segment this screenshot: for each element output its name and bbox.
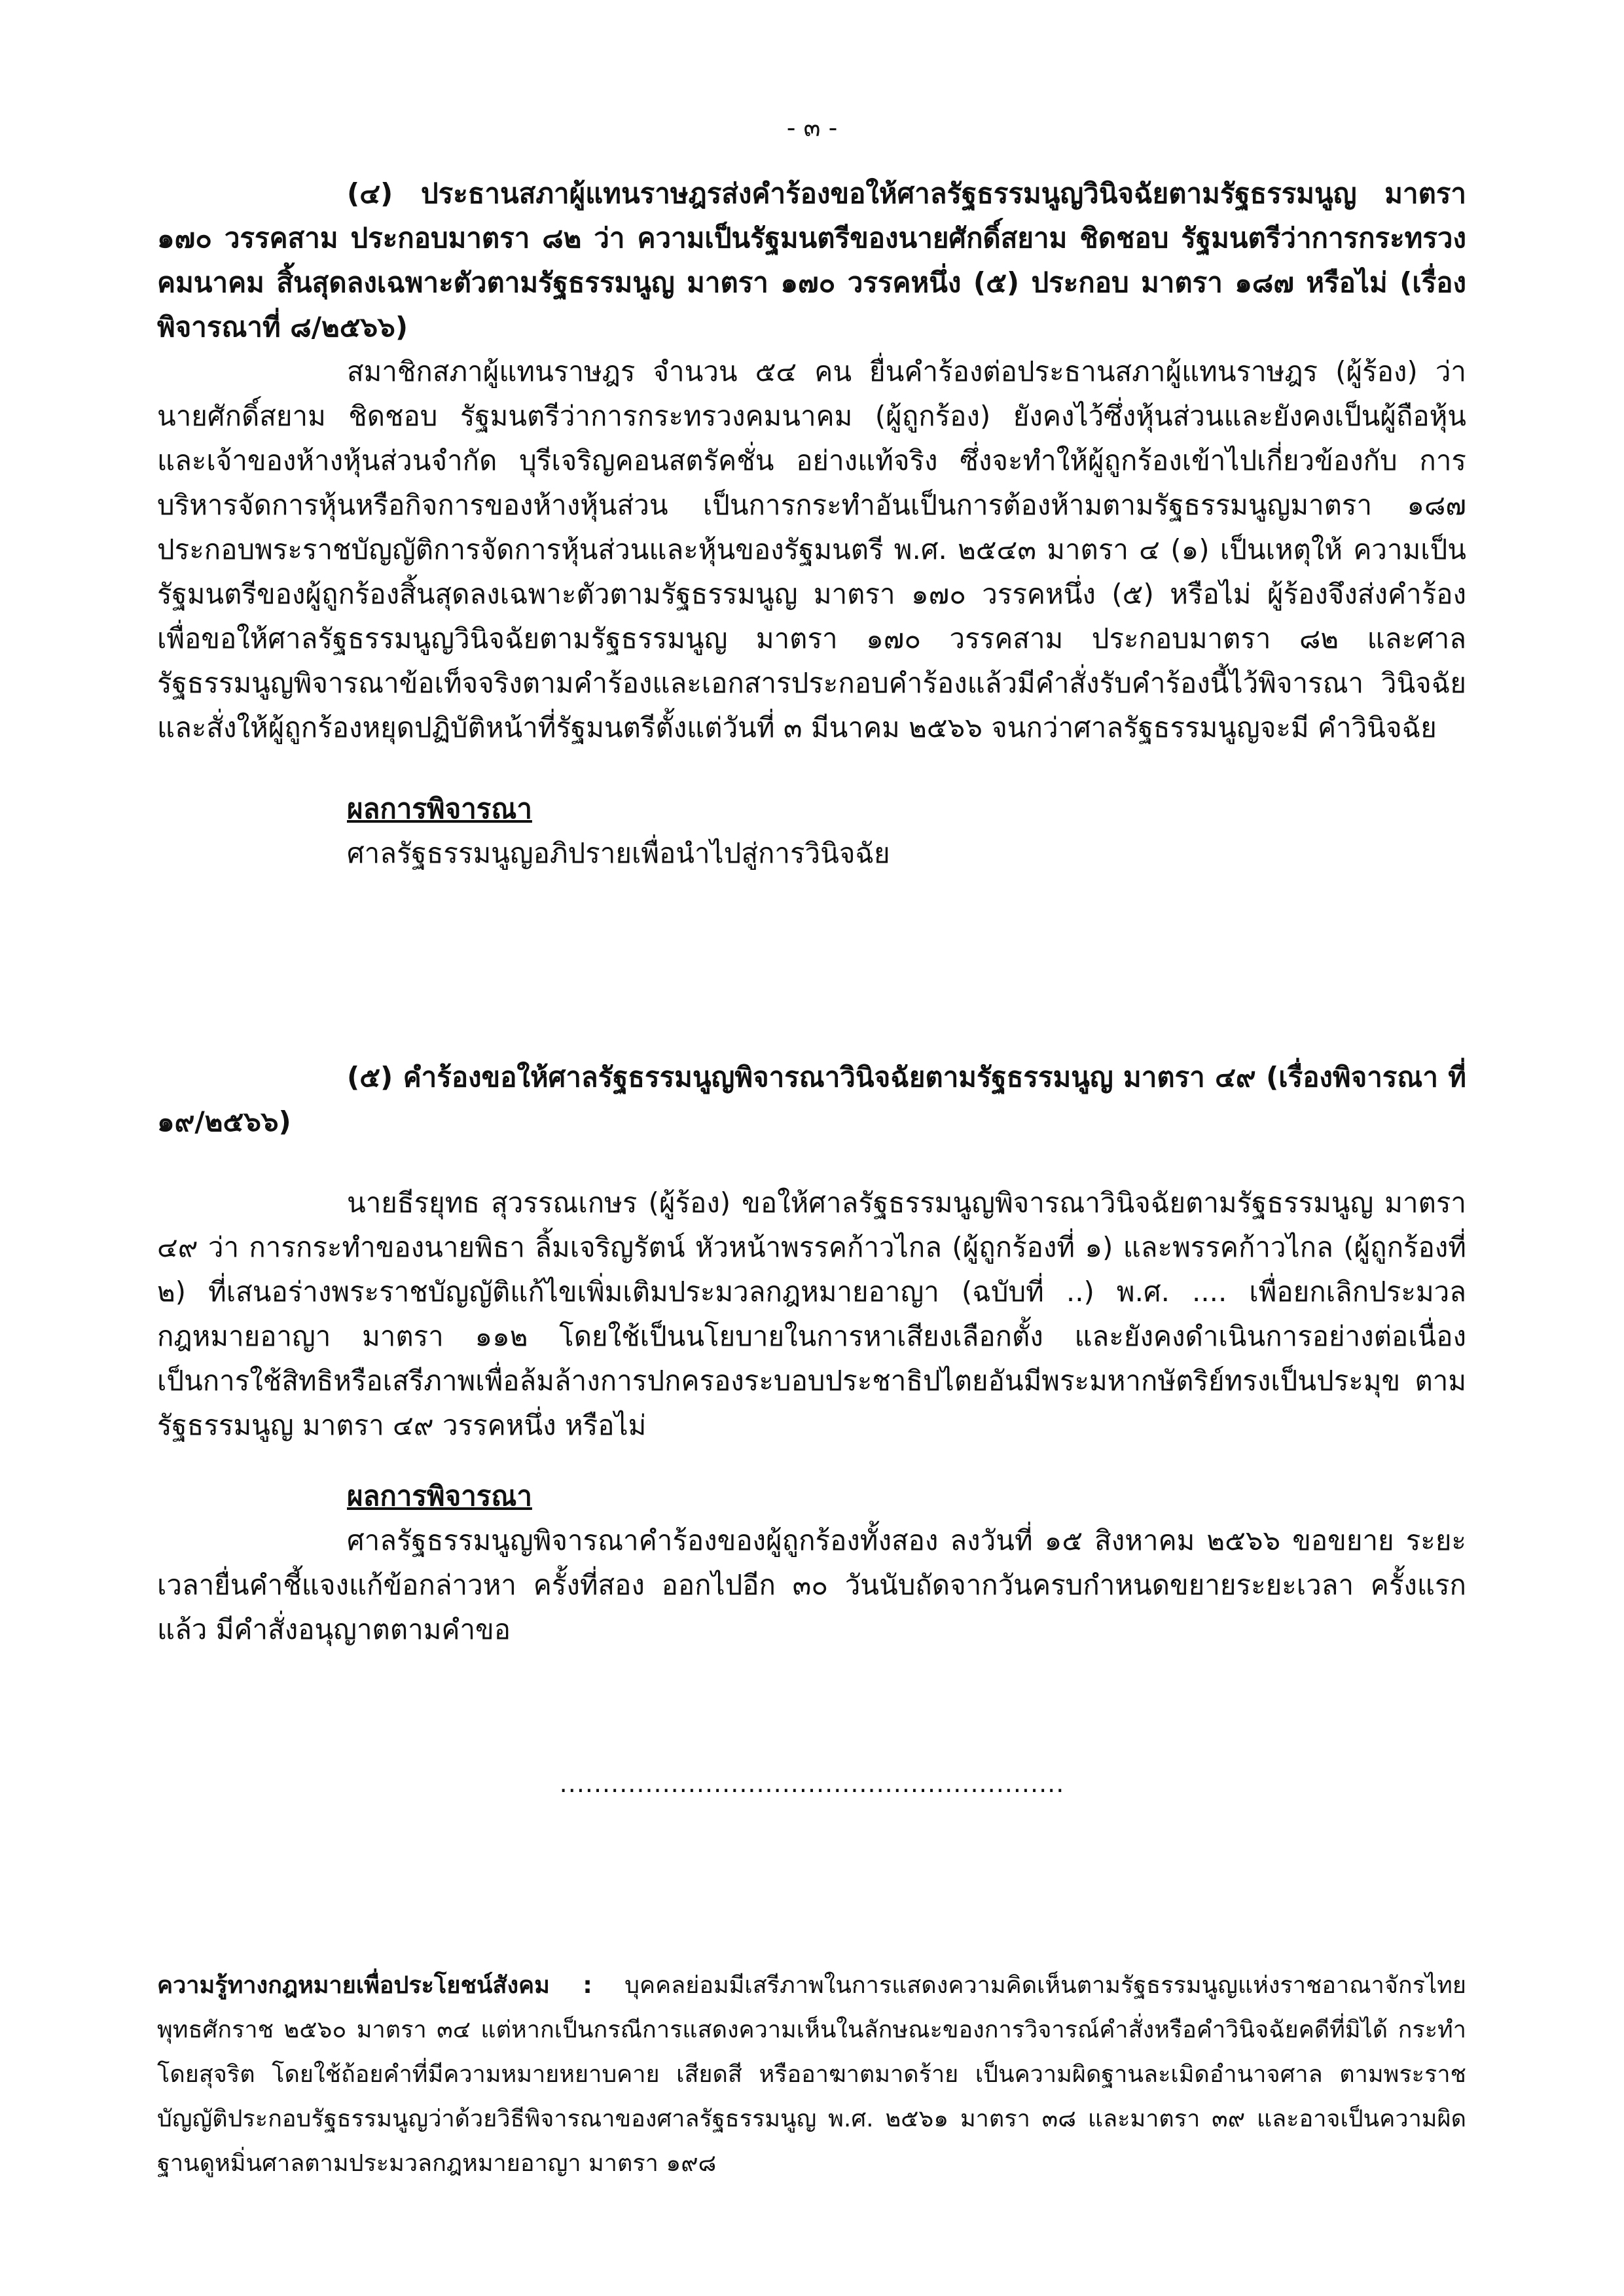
- item-4-body: สมาชิกสภาผู้แทนราษฎร จำนวน ๕๔ คน ยื่นคำร้องต่อประธานสภาผู้แทนราษฎร (ผู้ร้อง) ว่า นายศักดิ์สยาม ชิดชอบ รัฐมนตรีว่าการกระทรวงคมนาคม (ผู้ถูกร้อง) ยังคงไว้ซึ่งหุ้นส่วนและยังคงเป็นผู้ถือหุ้น และเจ้าของห้างหุ้นส่วนจำกัด บุรีเจริญคอนสตรัคชั่น อย่างแท้จริง ซึ่งจะทำให้ผู้ถูกร้องเข้าไปเกี่ยวข้องกับ การบริหารจัดการหุ้นหรือกิจการของห้างหุ้นส่วน เป็นการกระทำอันเป็นการต้องห้ามตามรัฐธรรมนูญมาตรา ๑๘๗ ประกอบพระราชบัญญัติการจัดการหุ้นส่วนและหุ้นของรัฐมนตรี พ.ศ. ๒๕๔๓ มาตรา ๔ (๑) เป็นเหตุให้ ความเป็นรัฐมนตรีของผู้ถูกร้องสิ้นสุดลงเฉพาะตัวตามรัฐธรรมนูญ มาตรา ๑๗๐ วรรคหนึ่ง (๕) หรือไม่ ผู้ร้องจึงส่งคำร้องเพื่อขอให้ศาลรัฐธรรมนูญวินิจฉัยตามรัฐธรรมนูญ มาตรา ๑๗๐ วรรคสาม ประกอบมาตรา ๘๒ และศาลรัฐธรรมนูญพิจารณาข้อเท็จจริงตามคำร้องและเอกสารประกอบคำร้องแล้วมีคำสั่งรับคำร้องนี้ไว้พิจารณา วินิจฉัยและสั่งให้ผู้ถูกร้องหยุดปฏิบัติหน้าที่รัฐมนตรีตั้งแต่วันที่ ๓ มีนาคม ๒๕๖๖ จนกว่าศาลรัฐธรรมนูญจะมี คำวินิจฉัย: [157, 355, 1466, 744]
- section-separator: ...........................................................: [559, 1769, 1065, 1798]
- item-5-section: [157, 1055, 1466, 1652]
- item-5-result-heading: ผลการพิจารณา: [347, 1480, 532, 1512]
- footer-label: ความรู้ทางกฎหมายเพื่อประโยชน์สังคม :: [157, 1972, 592, 1999]
- footer-text: บุคคลย่อมมีเสรีภาพในการแสดงความคิดเห็นตามรัฐธรรมนูญแห่งราชอาณาจักรไทย พุทธศักราช ๒๕๖๐ มาตรา ๓๔ แต่หากเป็นกรณีการแสดงความเห็นในลักษณะของการวิจารณ์คำสั่งหรือคำวินิจฉัยคดีที่มิได้ กระทำโดยสุจริต โดยใช้ถ้อยคำที่มีความหมายหยาบคาย เสียดสี หรืออาฆาตมาดร้าย เป็นความผิดฐานละเมิดอำนาจศาล ตามพระราชบัญญัติประกอบรัฐธรรมนูญว่าด้วยวิธีพิจารณาของศาลรัฐธรรมนูญ พ.ศ. ๒๕๖๑ มาตรา ๓๘ และมาตรา ๓๙ และอาจเป็นความผิดฐานดูหมิ่นศาลตามประมวลกฎหมายอาญา มาตรา ๑๙๘: [157, 1972, 1466, 2177]
- item-4-heading: (๔) ประธานสภาผู้แทนราษฎรส่งคำร้องขอให้ศาลรัฐธรรมนูญวินิจฉัยตามรัฐธรรมนูญ มาตรา ๑๗๐ วรรคสาม ประกอบมาตรา ๘๒ ว่า ความเป็นรัฐมนตรีของนายศักดิ์สยาม ชิดชอบ รัฐมนตรีว่าการกระทรวงคมนาคม สิ้นสุดลงเฉพาะตัวตามรัฐธรรมนูญ มาตรา ๑๗๐ วรรคหนึ่ง (๕) ประกอบ มาตรา ๑๘๗ หรือไม่ (เรื่องพิจารณาที่ ๘/๒๕๖๖): [157, 177, 1466, 343]
- item-5-heading: (๕) คำร้องขอให้ศาลรัฐธรรมนูญพิจารณาวินิจฉัยตามรัฐธรรมนูญ มาตรา ๔๙ (เรื่องพิจารณา ที่ ๑๙/๒๕๖๖): [157, 1061, 1466, 1138]
- item-4-section: [157, 171, 1466, 876]
- item-5-body: นายธีรยุทธ สุวรรณเกษร (ผู้ร้อง) ขอให้ศาลรัฐธรรมนูญพิจารณาวินิจฉัยตามรัฐธรรมนูญ มาตรา ๔๙ ว่า การกระทำของนายพิธา ลิ้มเจริญรัตน์ หัวหน้าพรรคก้าวไกล (ผู้ถูกร้องที่ ๑) และพรรคก้าวไกล (ผู้ถูกร้องที่ ๒) ที่เสนอร่างพระราชบัญญัติแก้ไขเพิ่มเติมประมวลกฎหมายอาญา (ฉบับที่ ..) พ.ศ. .... เพื่อยกเลิกประมวล กฎหมายอาญา มาตรา ๑๑๒ โดยใช้เป็นนโยบายในการหาเสียงเลือกตั้ง และยังคงดำเนินการอย่างต่อเนื่อง เป็นการใช้สิทธิหรือเสรีภาพเพื่อล้มล้างการปกครองระบอบประชาธิปไตยอันมีพระมหากษัตริย์ทรงเป็นประมุข ตามรัฐธรรมนูญ มาตรา ๔๙ วรรคหนึ่ง หรือไม่: [157, 1187, 1466, 1441]
- page-number: - ๓ -: [786, 113, 838, 142]
- item-4-result-body: ศาลรัฐธรรมนูญอภิปรายเพื่อนำไปสู่การวินิจฉัย: [347, 837, 890, 869]
- item-4-result-heading: ผลการพิจารณา: [347, 793, 532, 825]
- legal-knowledge-footer: [157, 1964, 1466, 2186]
- item-5-result-body: ศาลรัฐธรรมนูญพิจารณาคำร้องของผู้ถูกร้องทั้งสอง ลงวันที่ ๑๕ สิงหาคม ๒๕๖๖ ขอขยาย ระยะเวลายื่นคำชี้แจงแก้ข้อกล่าวหา ครั้งที่สอง ออกไปอีก ๓๐ วันนับถัดจากวันครบกำหนดขยายระยะเวลา ครั้งแรกแล้ว มีคำสั่งอนุญาตตามคำขอ: [157, 1524, 1466, 1645]
